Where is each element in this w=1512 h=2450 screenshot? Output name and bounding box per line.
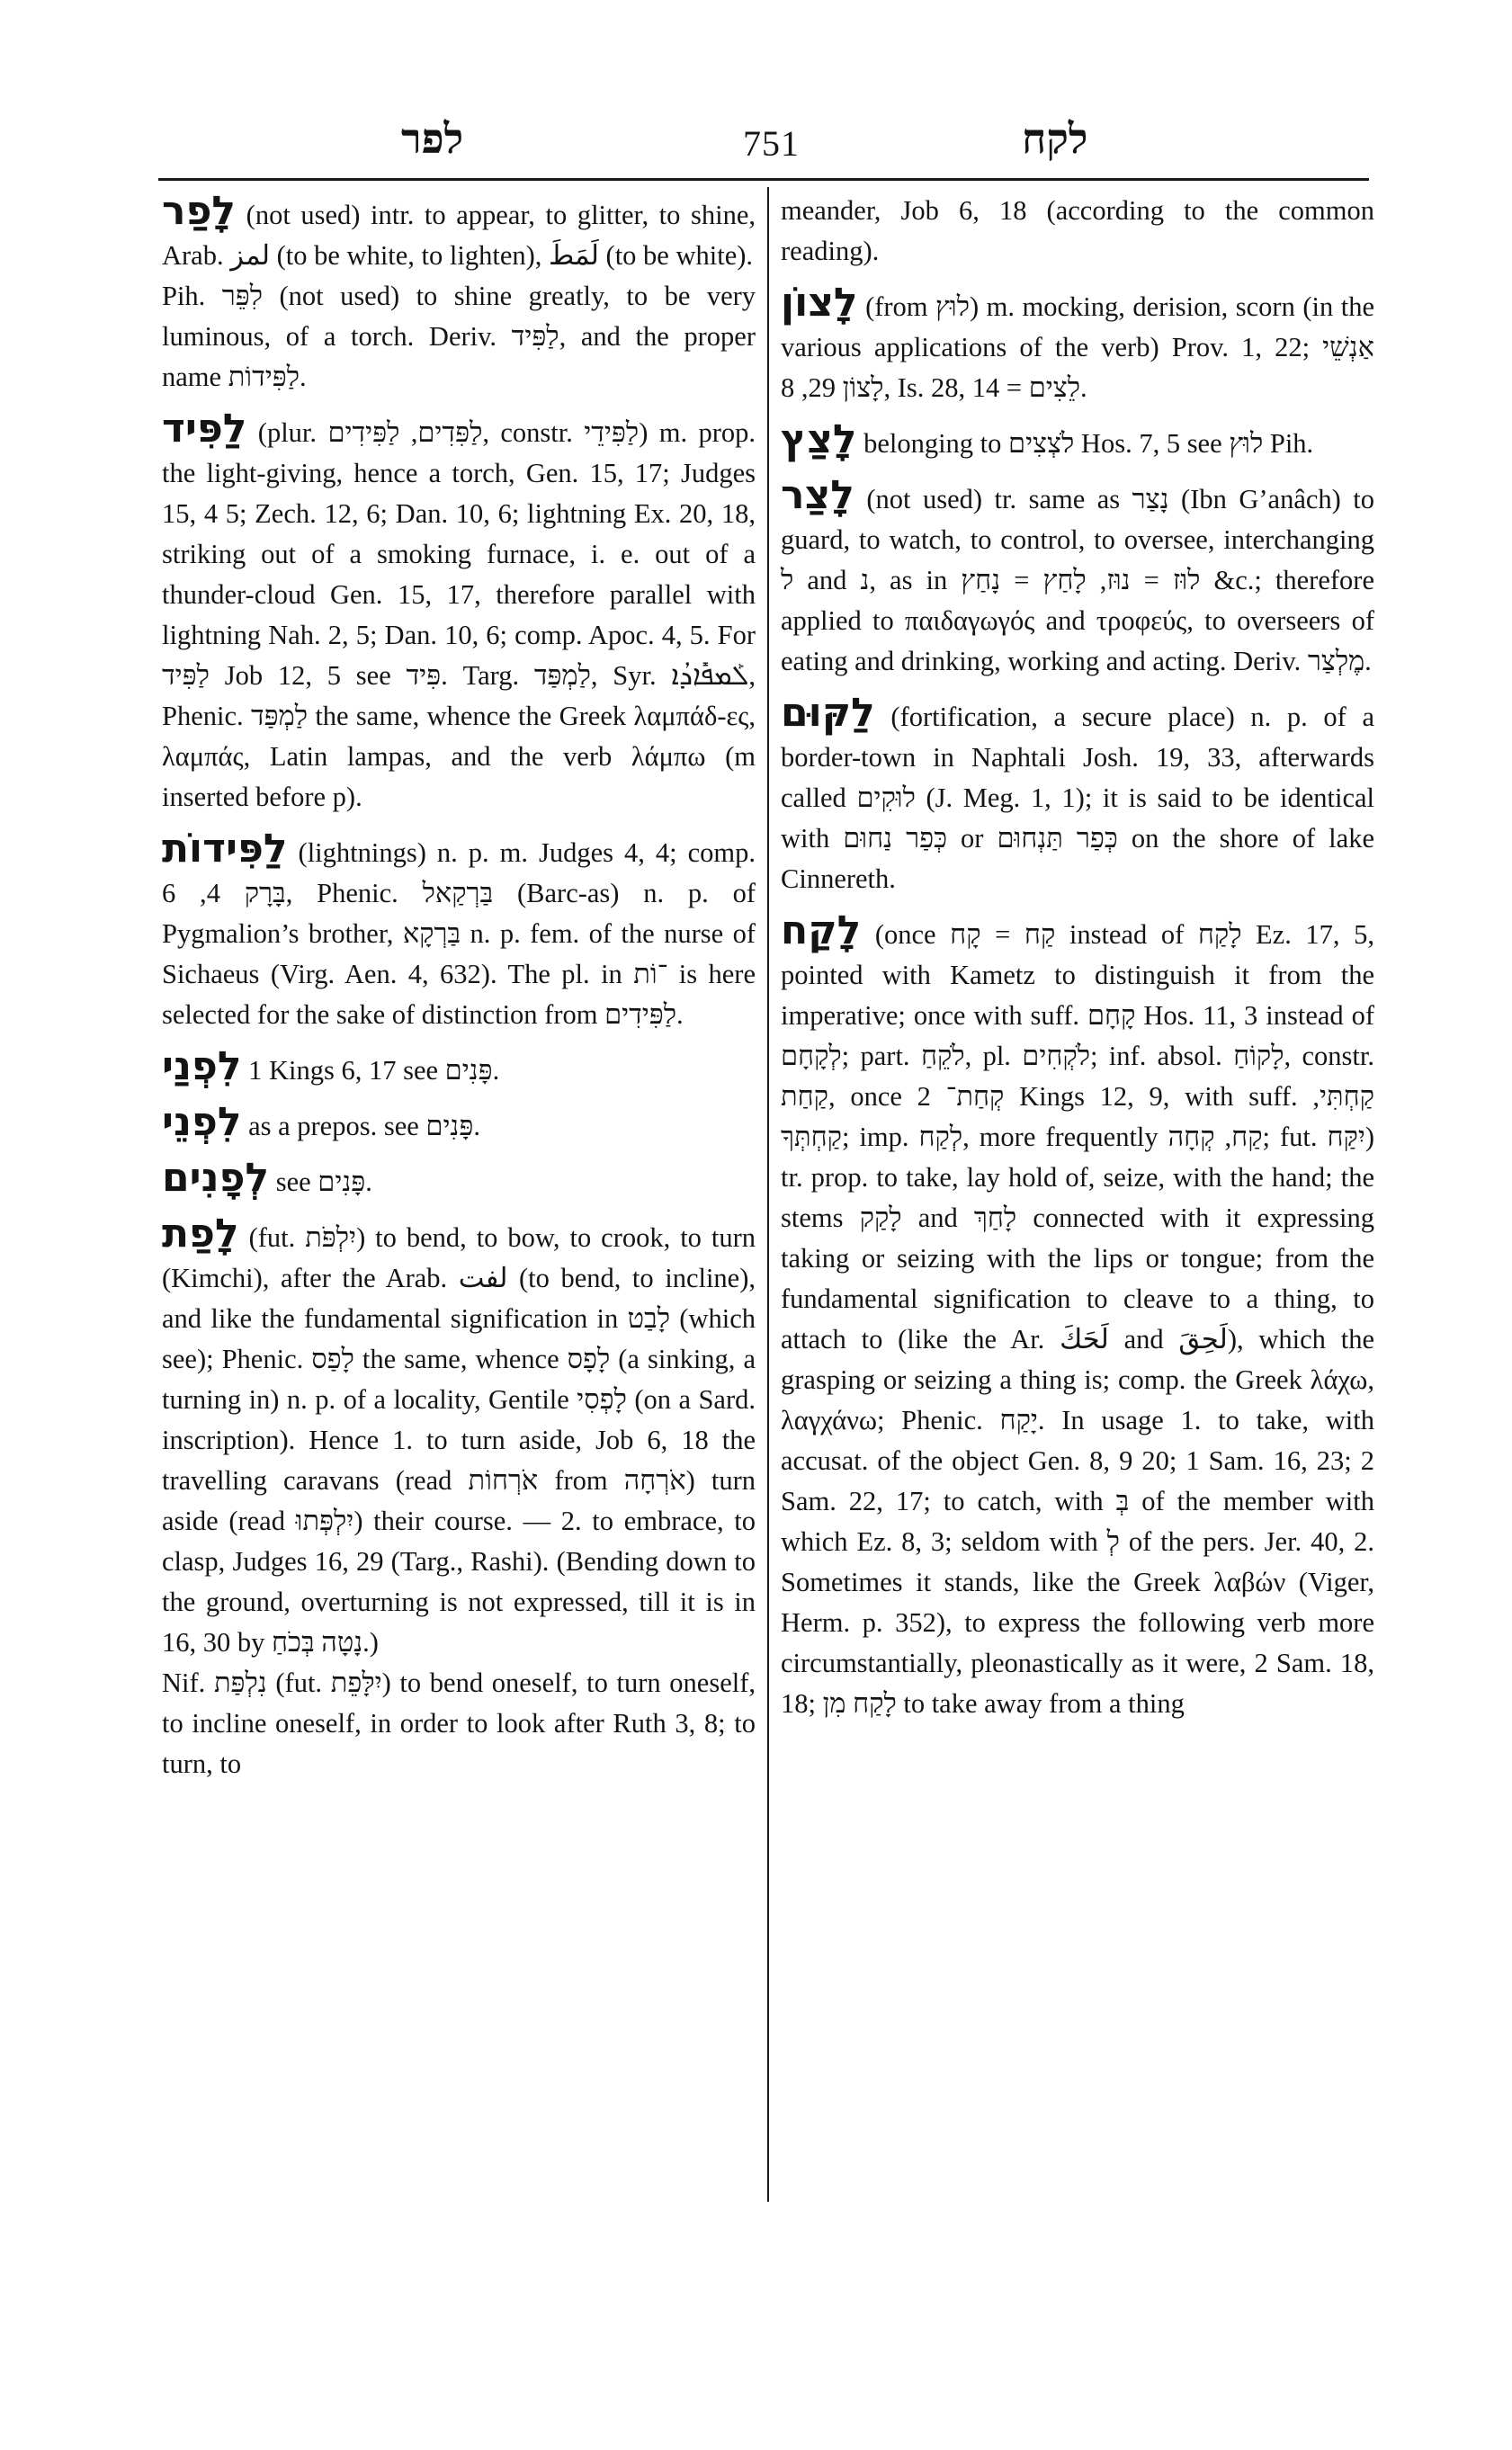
- entry-text: Nif. נִלְפַּת (fut. יִלָּפֵת) to bend oneself, to turn oneself, to incline oneself, in order to look after Ruth 3, 8; to turn, to: [162, 1668, 756, 1779]
- entry-text: (plur. לַפִּדִים, לַפִּידִים, constr. לַפִּידֵי) m. prop. the light-giving, hence a torch, Gen. 15, 17; Judges 15, 4 5; Zech. 12, 6; Dan. 10, 6; lightning Ex. 20, 18, striking out of a smoking furnace, i. e. out of a thunder-cloud Gen. 15, 17, therefore parallel with lightning Nah. 2, 5; Dan. 10, 6; comp. Apoc. 4, 5. For לַפִּיד Job 12, 5 see פִּיד. Targ. לַמְפַּד, Syr. ܠܰܡܦܺܐܕܳܐ, Phenic. לַמְפַּד the same, whence the Greek λαμπάδ-ες, λαμπάς, Latin lampas, and the verb λάμπω (m inserted before p).: [162, 417, 756, 812]
- entry-text: as a prepos. see פָּנִים.: [248, 1111, 480, 1141]
- entry-text: Pih. לִפֵּר (not used) to shine greatly, to be very luminous, of a torch. Deriv. לַפִּיד, and the proper name לַפִּידוֹת.: [162, 281, 756, 392]
- dictionary-entry: [781, 910, 1374, 1724]
- dictionary-entry: [162, 1155, 756, 1203]
- header-rule: [158, 178, 1369, 181]
- dictionary-entry: [781, 472, 1375, 682]
- entry-text: (not used) intr. to appear, to glitter, to shine, Arab. لمز (to be white, to lighten), لَمَطَ (to be white).: [162, 200, 756, 271]
- entry-text: meander, Job 6, 18 (according to the common reading).: [781, 195, 1374, 266]
- entry-headword: לָצַר: [781, 472, 854, 518]
- right-column: [781, 191, 1374, 1735]
- entry-text: (lightnings) n. p. m. Judges 4, 4; comp. בָּרָק 4, 6, Phenic. בַּרְקַאל (Barc-as) n. p. of Pygmalion’s brother, בַּרְקָא n. p. fem. of the nurse of Sichaeus (Virg. Aen. 4, 632). The pl. in ־וֹת is here selected for the sake of distinction from לַפִּידִים.: [162, 837, 756, 1030]
- running-head-right: לקח: [1022, 116, 1088, 162]
- dictionary-entry: [781, 282, 1374, 408]
- entry-headword: לִפְנֵי: [162, 1099, 242, 1145]
- page-number: 751: [743, 123, 800, 164]
- entry-headword: לָפַת: [162, 1211, 239, 1256]
- entry-text: (from לוּץ) m. mocking, derision, scorn (in the various applications of the verb) Prov. 1, 22; אַנְשֵׁי לָצוֹן 29, 8, Is. 28, 14 = לֵצִים.: [781, 291, 1374, 403]
- dictionary-entry: [162, 1213, 756, 1784]
- entry-headword: לְפָנִים: [162, 1155, 270, 1201]
- entry-headword: לָקַח: [781, 908, 862, 953]
- entry-text: (fortification, a secure place) n. p. of a border-town in Naphtali Josh. 19, 33, afterwards called לוּקִים (J. Meg. 1, 1); it is said to be identical with כְּפַר נַחוּם or כְּפַר תַּנְחוּם on the shore of lake Cinnereth.: [781, 702, 1375, 894]
- entry-text: see פָּנִים.: [275, 1167, 372, 1197]
- dictionary-entry: [162, 1099, 756, 1147]
- dictionary-entry: [781, 416, 1374, 464]
- entry-text: (not used) tr. same as נָצַר (Ibn G’anâch) to guard, to watch, to control, to oversee, interchanging ל and נ, as in לוּז = נוּז, לָחַץ = נָחַץ &c.; therefore applied to παιδαγωγός and τροφεύς, to overseers of eating and drinking, working and acting. Deriv. מֶלְצַר.: [781, 484, 1375, 676]
- entry-text: (once קַח = קָח instead of לָקַח Ez. 17, 5, pointed with Kametz to distinguish it from the imperative; once with suff. קָחָם Hos. 11, 3 instead of לְקָחָם; part. לֹקֵחַ, pl. לֹקְחִים; inf. absol. לָקוֹחַ, constr. קַחַת, once קְחַת־ 2 Kings 12, 9, with suff. קַחְתִּי, קַחְתְּךָ; imp. לְקַח, more frequently קַח, קְחָה; fut. יִקַּח) tr. prop. to take, lay hold of, seize, with the hand; the stems לָקַק and לָחַךְ connected with it expressing taking or seizing with the lips or tongue; from the fundamental signification to cleave to a thing, to attach to (like the Ar. لَحَكَ and لَحِقَ), which the grasping or seizing a thing is; comp. the Greek λάχω, λαγχάνω; Phenic. יָקַח. In usage 1. to take, with accusat. of the object Gen. 8, 9 20; 1 Sam. 16, 23; 2 Sam. 22, 17; to catch, with בְּ of the member with which Ez. 8, 3; seldom with לְ of the pers. Jer. 40, 2. Sometimes it stands, like the Greek λαβών (Viger, Herm. p. 352), to express the following verb more circumstantially, pleonastically as it were, 2 Sam. 18, 18; לָקַח מִן to take away from a thing: [781, 919, 1375, 1719]
- entry-text: (fut. יִלְפֹּת) to bend, to bow, to crook, to turn (Kimchi), after the Arab. لفت (to bend, to incline), and like the fundamental signification in לָבַט (which see); Phenic. לָפַס the same, whence לָפָס (a sinking, a turning in) n. p. of a locality, Gentile לָפְסִי (on a Sard. inscription). Hence 1. to turn aside, Job 6, 18 the travelling caravans (read אֹרְחוֹת from אֹרְחָה) turn aside (read יִלְפְּתוּ) their course. — 2. to embrace, to clasp, Judges 16, 29 (Targ., Rashi). (Bending down to the ground, overturning is not expressed, till it is in 16, 30 by נָטָה בְּכֹחַ.): [162, 1222, 756, 1658]
- entry-text: 1 Kings 6, 17 see פָּנִים.: [248, 1055, 500, 1086]
- entry-headword: לַפִּיד: [162, 406, 247, 452]
- running-head-left: לפר: [401, 116, 464, 162]
- column-divider: [767, 187, 769, 2202]
- entry-headword: לָפַר: [162, 188, 237, 234]
- page-header: [158, 106, 1373, 169]
- dictionary-entry-continued: [781, 191, 1374, 272]
- entry-headword: לַקּוּם: [781, 690, 875, 736]
- dictionary-entry: [162, 828, 756, 1035]
- entry-headword: לָצוֹן: [781, 280, 858, 326]
- dictionary-entry: [162, 408, 756, 818]
- dictionary-entry: [162, 1043, 756, 1091]
- entry-headword: לָצַץ: [781, 416, 857, 462]
- entry-headword: לִפְנַי: [162, 1043, 242, 1089]
- dictionary-entry: [162, 188, 756, 398]
- dictionary-entry: [781, 690, 1375, 899]
- left-column: [162, 188, 756, 1795]
- entry-headword: לַפִּידוֹת: [162, 826, 288, 872]
- entry-text: belonging to לֹצְצִים Hos. 7, 5 see לוּץ Pih.: [863, 428, 1314, 459]
